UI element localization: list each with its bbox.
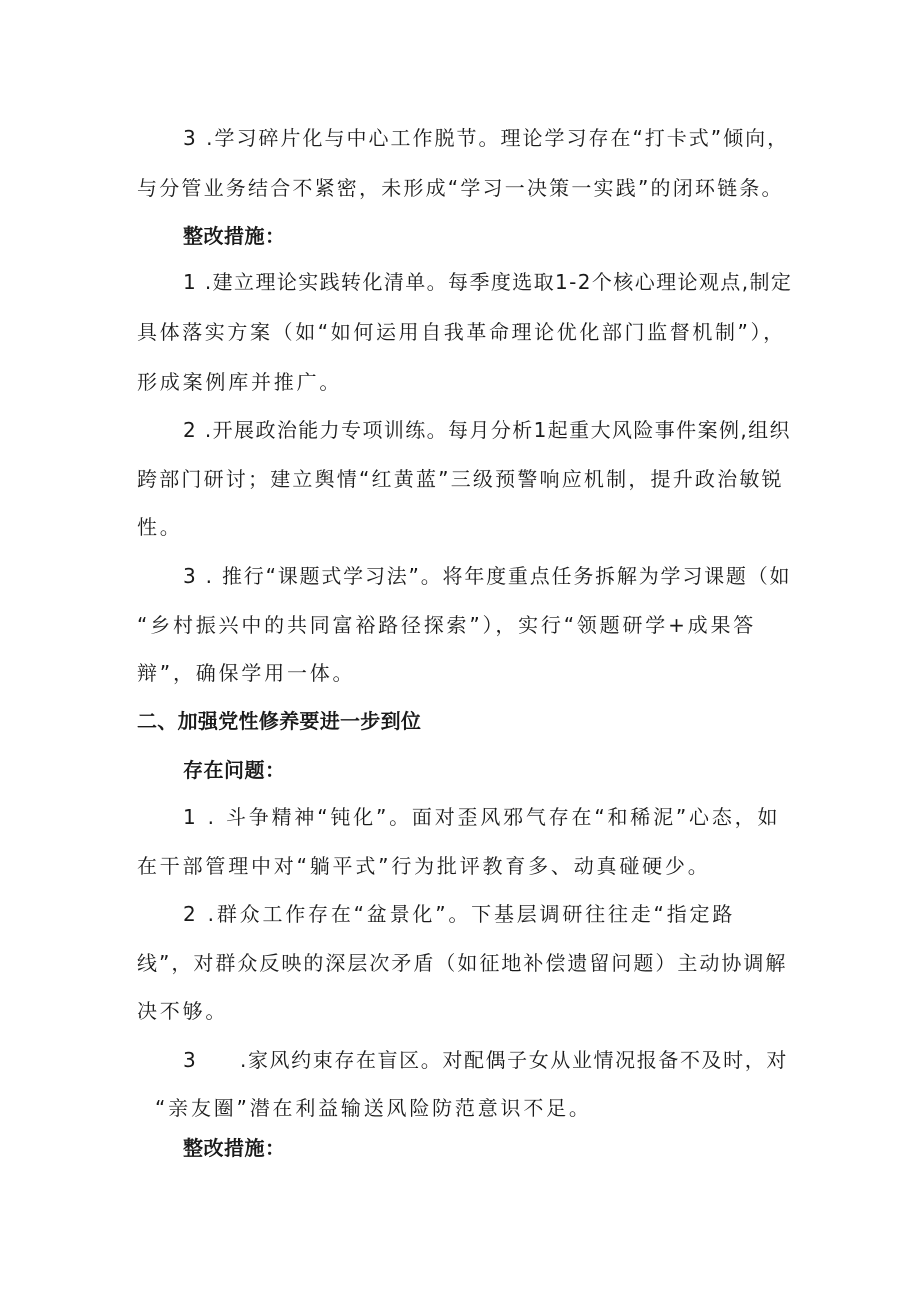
subheading-rectification: 整改措施： <box>183 1136 286 1160</box>
section-title: 二、加强党性修养要进一步到位 <box>137 709 422 733</box>
paragraph-line: 辩”，确保学用一体。 <box>137 661 356 685</box>
paragraph-line: 与分管业务结合不紧密，未形成“学习一决策一实践”的闭环链条。 <box>137 176 784 200</box>
paragraph-line: “亲友圈”潜在利益输送风险防范意识不足。 <box>155 1096 592 1120</box>
subheading-rectification: 整改措施： <box>183 224 286 248</box>
list-number: 3 <box>183 1048 199 1072</box>
paragraph-line: “乡村振兴中的共同富裕路径探索”），实行“领题研学+成果答 <box>137 613 757 637</box>
paragraph-line: 决不够。 <box>137 999 229 1023</box>
paragraph-line: 跨部门研讨；建立舆情“红黄蓝”三级预警响应机制，提升政治敏锐 <box>137 467 784 491</box>
paragraph-line: 1 .建立理论实践转化清单。每季度选取1-2个核心理论观点,制定 <box>183 270 793 294</box>
paragraph-line: 3 . 推行“课题式学习法”。将年度重点任务拆解为学习课题（如 <box>183 564 792 588</box>
paragraph-line: 1 . 斗争精神“钝化”。面对歪风邪气存在“和稀泥”心态，如 <box>183 805 781 829</box>
subheading-problems: 存在问题： <box>183 758 286 782</box>
paragraph-line: 在干部管理中对“躺平式”行为批评教育多、动真碰硬少。 <box>137 854 711 878</box>
paragraph-line: 形成案例库并推广。 <box>137 370 343 394</box>
paragraph-line: 具体落实方案（如“如何运用自我革命理论优化部门监督机制”）， <box>137 320 786 344</box>
paragraph-line: .家风约束存在盲区。对配偶子女从业情况报备不及时，对 <box>240 1048 788 1072</box>
paragraph-line: 2 .群众工作存在“盆景化”。下基层调研往往走“指定路 <box>183 902 736 926</box>
paragraph-line: 2 .开展政治能力专项训练。每月分析1起重大风险事件案例,组织 <box>183 418 791 442</box>
paragraph-line: 性。 <box>137 515 183 539</box>
paragraph-line: 3 .学习碎片化与中心工作脱节。理论学习存在“打卡式”倾向， <box>183 126 790 150</box>
paragraph-line: 线”，对群众反映的深层次矛盾（如征地补偿遗留问题）主动协调解 <box>137 951 788 975</box>
